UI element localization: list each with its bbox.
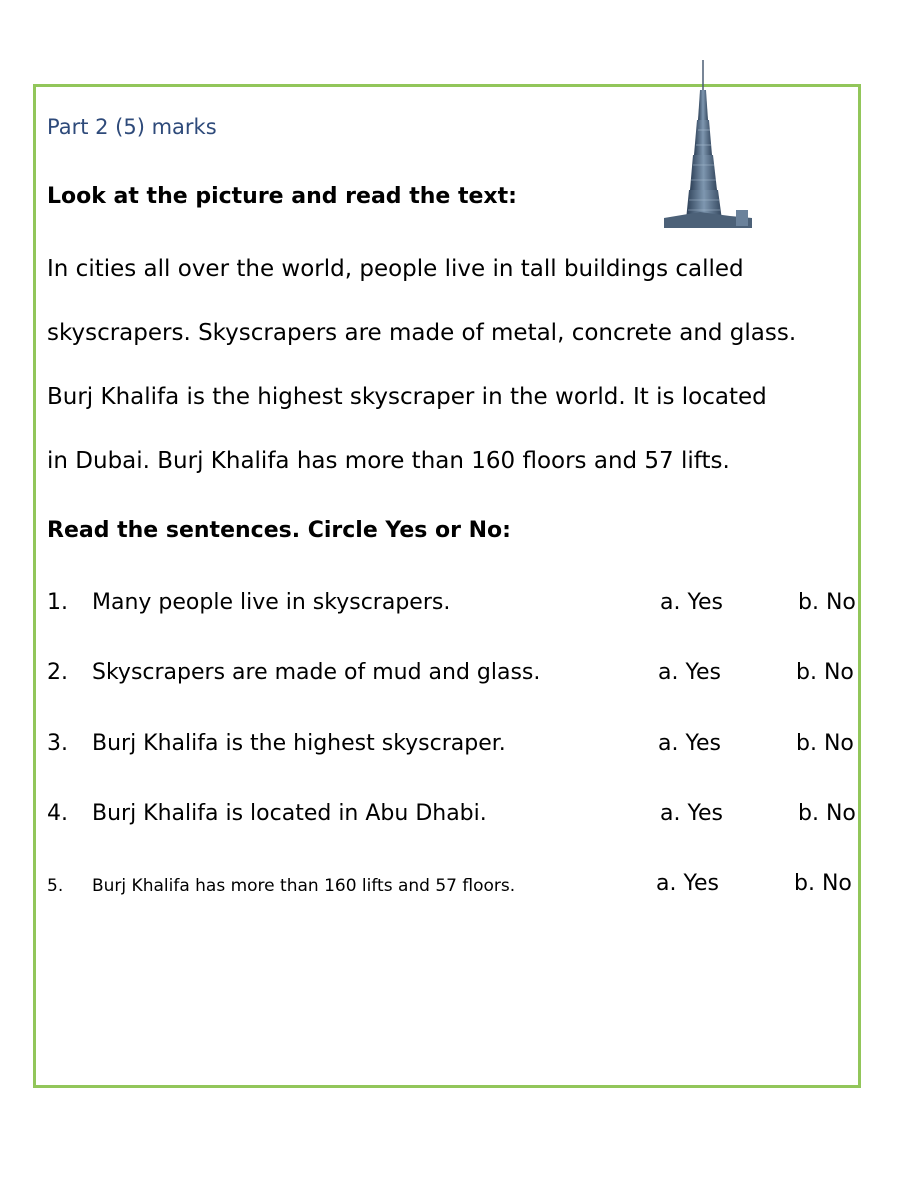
yes-option[interactable]: a. Yes xyxy=(660,801,723,826)
no-option[interactable]: b. No xyxy=(796,660,854,685)
question-text: Burj Khalifa is located in Abu Dhabi. xyxy=(92,801,487,826)
question-number: 1. xyxy=(47,590,68,615)
question-text: Many people live in skyscrapers. xyxy=(92,590,451,615)
circle-instruction: Read the sentences. Circle Yes or No: xyxy=(47,518,511,543)
question-number: 5. xyxy=(47,876,64,896)
paragraph-line-4: in Dubai. Burj Khalifa has more than 160 floors and 57 lifts. xyxy=(47,448,730,474)
paragraph-line-1: In cities all over the world, people live in tall buildings called xyxy=(47,256,744,282)
question-text: Skyscrapers are made of mud and glass. xyxy=(92,660,541,685)
burj-khalifa-picture xyxy=(660,60,756,232)
part-label: Part 2 (5) marks xyxy=(47,115,217,139)
question-number: 4. xyxy=(47,801,68,826)
question-text: Burj Khalifa has more than 160 lifts and 57 floors. xyxy=(92,876,516,896)
question-number: 2. xyxy=(47,660,68,685)
reading-instruction: Look at the picture and read the text: xyxy=(47,184,517,209)
no-option[interactable]: b. No xyxy=(794,871,852,896)
yes-option[interactable]: a. Yes xyxy=(660,590,723,615)
yes-option[interactable]: a. Yes xyxy=(658,731,721,756)
paragraph-line-3: Burj Khalifa is the highest skyscraper in the world. It is located xyxy=(47,384,767,410)
worksheet-frame xyxy=(33,84,861,1088)
yes-option[interactable]: a. Yes xyxy=(658,660,721,685)
question-number: 3. xyxy=(47,731,68,756)
no-option[interactable]: b. No xyxy=(798,801,856,826)
yes-option[interactable]: a. Yes xyxy=(656,871,719,896)
paragraph-line-2: skyscrapers. Skyscrapers are made of metal, concrete and glass. xyxy=(47,320,797,346)
question-text: Burj Khalifa is the highest skyscraper. xyxy=(92,731,506,756)
no-option[interactable]: b. No xyxy=(796,731,854,756)
no-option[interactable]: b. No xyxy=(798,590,856,615)
